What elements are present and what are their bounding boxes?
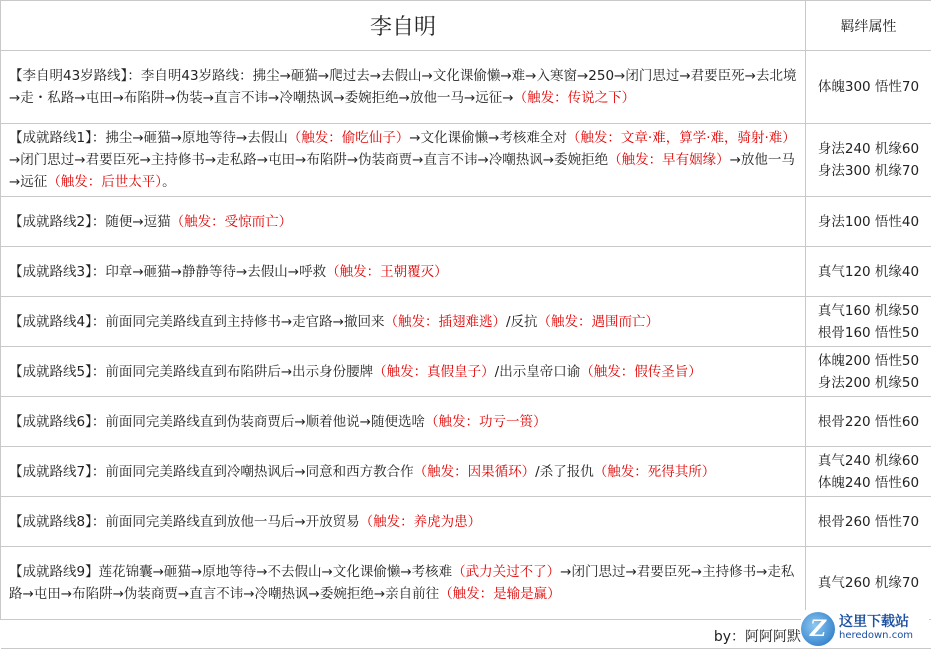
trigger-text: （武力关过不了） — [452, 564, 561, 580]
route-cell — [1, 397, 806, 447]
trigger-text: （触发：偷吃仙子） — [287, 130, 410, 146]
attr-value: 体魄300 悟性70 — [817, 79, 920, 95]
route-cell — [1, 124, 806, 197]
attr-value: 真气240 机缘60 — [817, 452, 920, 469]
route-cell — [1, 197, 806, 247]
route-text: →闭门思过→君要臣死→主持修书→走私路→屯田→布陷阱→伪装商贾→直言不讳→冷嘲热讽→委婉拒绝 — [9, 152, 609, 168]
table-row — [1, 447, 931, 497]
author-credit: by：阿阿阿默 — [713, 629, 801, 645]
route-text: 【成就路线3】：印章→砸猫→静静等待→去假山→呼救 — [9, 263, 327, 280]
trigger-text: （触发：功亏一篑） — [424, 413, 547, 430]
attr-cell — [806, 397, 931, 447]
route-cell — [1, 247, 806, 297]
route-text: 【成就路线4】：前面同完美路线直到主持修书→走官路→撤回来 — [9, 313, 385, 330]
trigger-text: （触发：死得其所） — [593, 463, 716, 480]
table-header — [1, 1, 931, 51]
attr-cell — [806, 124, 931, 197]
attr-value: 身法100 悟性40 — [817, 213, 920, 230]
route-cell — [1, 347, 806, 397]
attr-value: 身法300 机缘70 — [817, 163, 920, 179]
table-row — [1, 347, 931, 397]
attr-cell — [806, 347, 931, 397]
route-cell — [1, 497, 806, 547]
route-text: /反抗 — [505, 313, 538, 330]
route-text: →放他一马→远征 — [9, 152, 795, 190]
route-text: →文化课偷懒→考核难全对 — [409, 130, 567, 146]
table-row — [1, 547, 931, 620]
attr-cell — [806, 447, 931, 497]
attr-value: 体魄200 悟性50 — [817, 352, 920, 369]
attr-cell — [806, 247, 931, 297]
route-text: 【成就路线9】莲花锦囊→砸猫→原地等待→不去假山→文化课偷懒→考核难 — [9, 564, 453, 580]
trigger-text: （触发：王朝覆灭） — [326, 263, 448, 280]
route-text: /出示皇帝口谕 — [494, 363, 581, 380]
route-text: 【成就路线6】：前面同完美路线直到伪装商贾后→顺着他说→随便选啥 — [9, 413, 425, 430]
route-text: 【成就路线7】：前面同完美路线直到冷嘲热讽后→同意和西方教合作 — [9, 463, 414, 480]
site-watermark — [801, 610, 929, 648]
route-text: 【成就路线8】：前面同完美路线直到放他一马后→开放贸易 — [9, 513, 360, 530]
trigger-text: （触发：受惊而亡） — [170, 213, 293, 230]
route-text: →闭门思过→君要臣死→主持修书→走私路→屯田→布陷阱→伪装商贾→直言不讳→冷嘲热讽→委婉拒绝→亲自前往 — [9, 564, 795, 602]
table-row — [1, 124, 931, 197]
trigger-text: （触发：插翅难逃） — [384, 313, 506, 330]
route-text: 【成就路线2】：随便→逗猫 — [9, 213, 171, 230]
attr-cell — [806, 547, 931, 620]
attr-value: 根骨260 悟性70 — [817, 513, 920, 530]
attr-value: 真气260 机缘70 — [817, 575, 920, 591]
table-row — [1, 197, 931, 247]
page-title: 李自明 — [1, 1, 806, 51]
route-text: /杀了报仇 — [535, 463, 594, 480]
site-logo-icon: Z — [801, 612, 835, 646]
table-row — [1, 297, 931, 347]
trigger-text: （触发：真假皇子） — [373, 363, 495, 380]
route-text: 【成就路线5】：前面同完美路线直到布陷阱后→出示身份腰牌 — [9, 363, 374, 380]
attr-cell — [806, 51, 931, 124]
attr-cell — [806, 297, 931, 347]
attr-value: 身法240 机缘60 — [817, 141, 920, 157]
trigger-text: （触发：早有姻缘） — [608, 152, 730, 168]
trigger-text: （触发：养虎为患） — [359, 513, 482, 530]
table-row — [1, 497, 931, 547]
watermark-en: heredown.com — [839, 630, 914, 641]
attr-cell — [806, 197, 931, 247]
route-cell — [1, 51, 806, 124]
table-row — [1, 51, 931, 124]
trigger-text: （触发：是输是赢） — [439, 586, 561, 602]
trigger-text: （触发：后世太平） — [47, 174, 163, 190]
watermark-cn: 这里下载站 — [839, 614, 909, 630]
trigger-text: （触发：假传圣旨） — [580, 363, 702, 380]
trigger-text: （触发：传说之下） — [513, 90, 636, 106]
table-row — [1, 397, 931, 447]
attr-cell — [806, 497, 931, 547]
trigger-text: （触发：遇围而亡） — [537, 313, 660, 330]
attr-column-header: 羁绊属性 — [806, 1, 931, 51]
attr-value: 根骨220 悟性60 — [817, 413, 920, 430]
route-cell — [1, 447, 806, 497]
route-text: 【成就路线1】：拂尘→砸猫→原地等待→去假山 — [9, 130, 288, 146]
trigger-text: （触发：文章·难，算学·难，骑射·难） — [566, 130, 796, 146]
attr-value: 体魄240 悟性60 — [817, 474, 920, 491]
trigger-text: （触发：因果循环） — [413, 463, 536, 480]
table-row — [1, 247, 931, 297]
route-cell — [1, 547, 806, 620]
route-text: 【李自明43岁路线】：李自明43岁路线：拂尘→砸猫→爬过去→去假山→文化课偷懒→难→入寒窗→250→闭门思过→君要臣死→去北境→走・私路→屯田→布陷阱→伪装→直言不讳→冷嘲热讽→委婉拒绝→放他一马→远征→ — [9, 68, 797, 106]
route-cell — [1, 297, 806, 347]
attr-value: 根骨160 悟性50 — [817, 324, 920, 341]
route-text: 。 — [162, 174, 176, 190]
attr-value: 真气120 机缘40 — [817, 263, 920, 280]
attr-value: 身法200 机缘50 — [817, 374, 920, 391]
attr-value: 真气160 机缘50 — [817, 302, 920, 319]
